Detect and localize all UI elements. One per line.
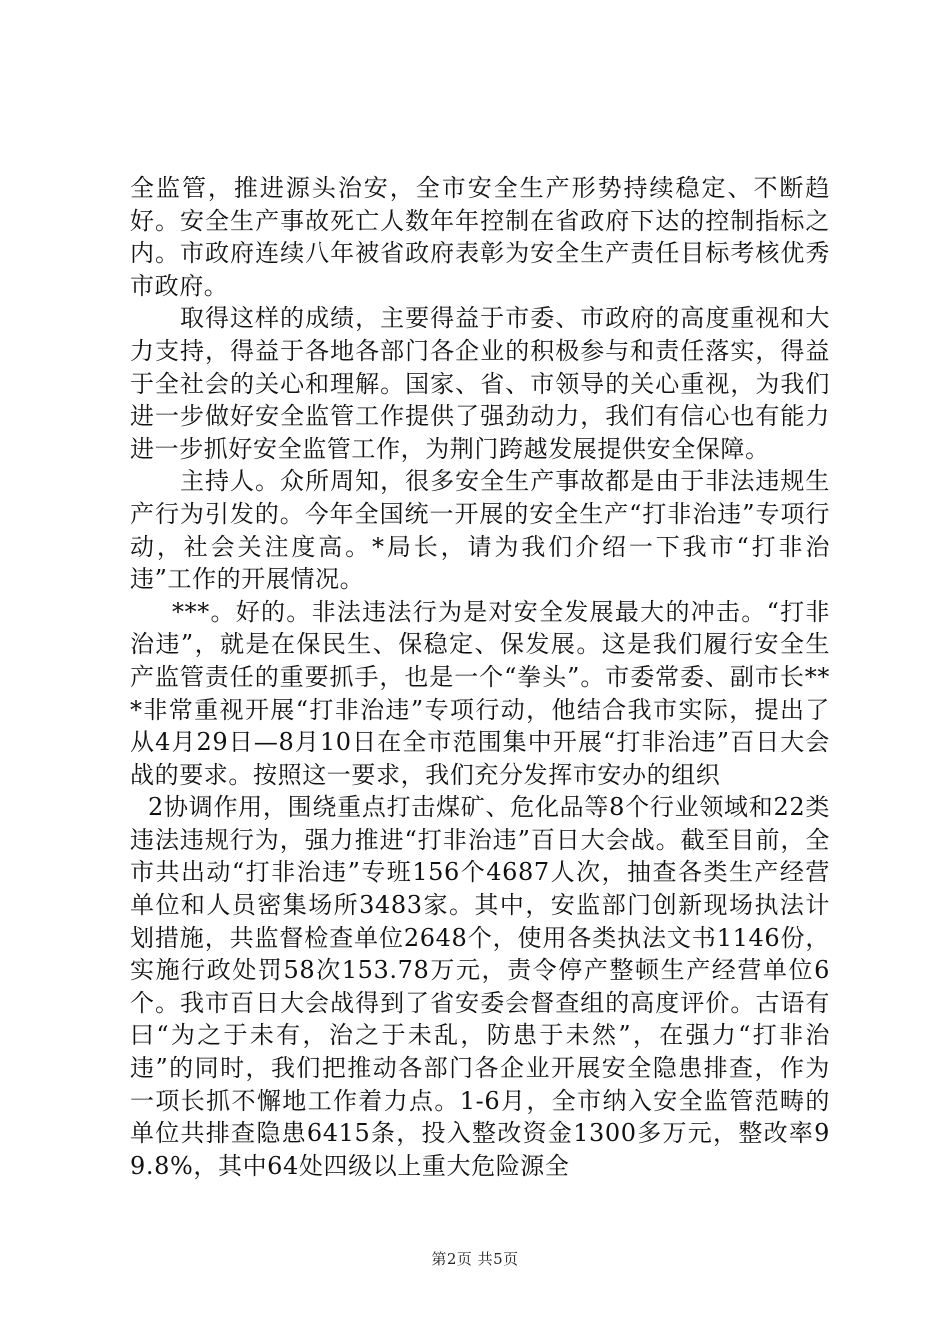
paragraph-5: 2协调作用，围绕重点打击煤矿、危化品等8个行业领域和22类违法违规行为，强力推进“打非治违”百日大会战。截至目前，全市共出动“打非治违”专班156个4687人次，抽查各类生产经营单位和人员密集场所3483家。其中，安监部门创新现场执法计划措施，共监督检查单位2648个，使用各类执法文书1146份，实施行政处罚58次153.78万元，责令停产整顿生产经营单位6个。我市百日大会战得到了省安委会督查组的高度评价。古语有曰“为之于未有，治之于未乱，防患于未然”，在强力“打非治违”的同时，我们把推动各部门各企业开展安全隐患排查，作为一项长抓不懈地工作着力点。1-6月，全市纳入安全监管范畴的单位共排查隐患6415条，投入整改资金1300多万元，整改率99.8%，其中64处四级以上重大危险源全 xyxy=(130,793,830,1180)
document-body xyxy=(130,172,830,1182)
page-number-footer: 第2页 共5页 xyxy=(431,1250,519,1268)
paragraph-1: 全监管，推进源头治安，全市安全生产形势持续稳定、不断趋好。安全生产事故死亡人数年年控制在省政府下达的控制指标之内。市政府连续八年被省政府表彰为安全生产责任目标考核优秀市政府。 xyxy=(130,174,830,300)
paragraph-3: 主持人。众所周知，很多安全生产事故都是由于非法违规生产行为引发的。今年全国统一开展的安全生产“打非治违”专项行动，社会关注度高。*局长，请为我们介绍一下我市“打非治违”工作的开展情况。 xyxy=(130,467,830,594)
paragraph-2: 取得这样的成绩，主要得益于市委、市政府的高度重视和大力支持，得益于各地各部门各企业的积极参与和责任落实，得益于全社会的关心和理解。国家、省、市领导的关心重视，为我们进一步做好安全监管工作提供了强劲动力，我们有信心也有能力进一步抓好安全监管工作，为荆门跨越发展提供安全保障。 xyxy=(130,304,830,463)
paragraph-4: ***。好的。非法违法行为是对安全发展最大的冲击。“打非治违”，就是在保民生、保稳定、保发展。这是我们履行安全生产监管责任的重要抓手，也是一个“拳头”。市委常委、副市长***非常重视开展“打非治违”专项行动，他结合我市实际，提出了从4月29日—8月10日在全市范围集中开展“打非治违”百日大会战的要求。按照这一要求，我们充分发挥市安办的组织 xyxy=(130,597,830,789)
